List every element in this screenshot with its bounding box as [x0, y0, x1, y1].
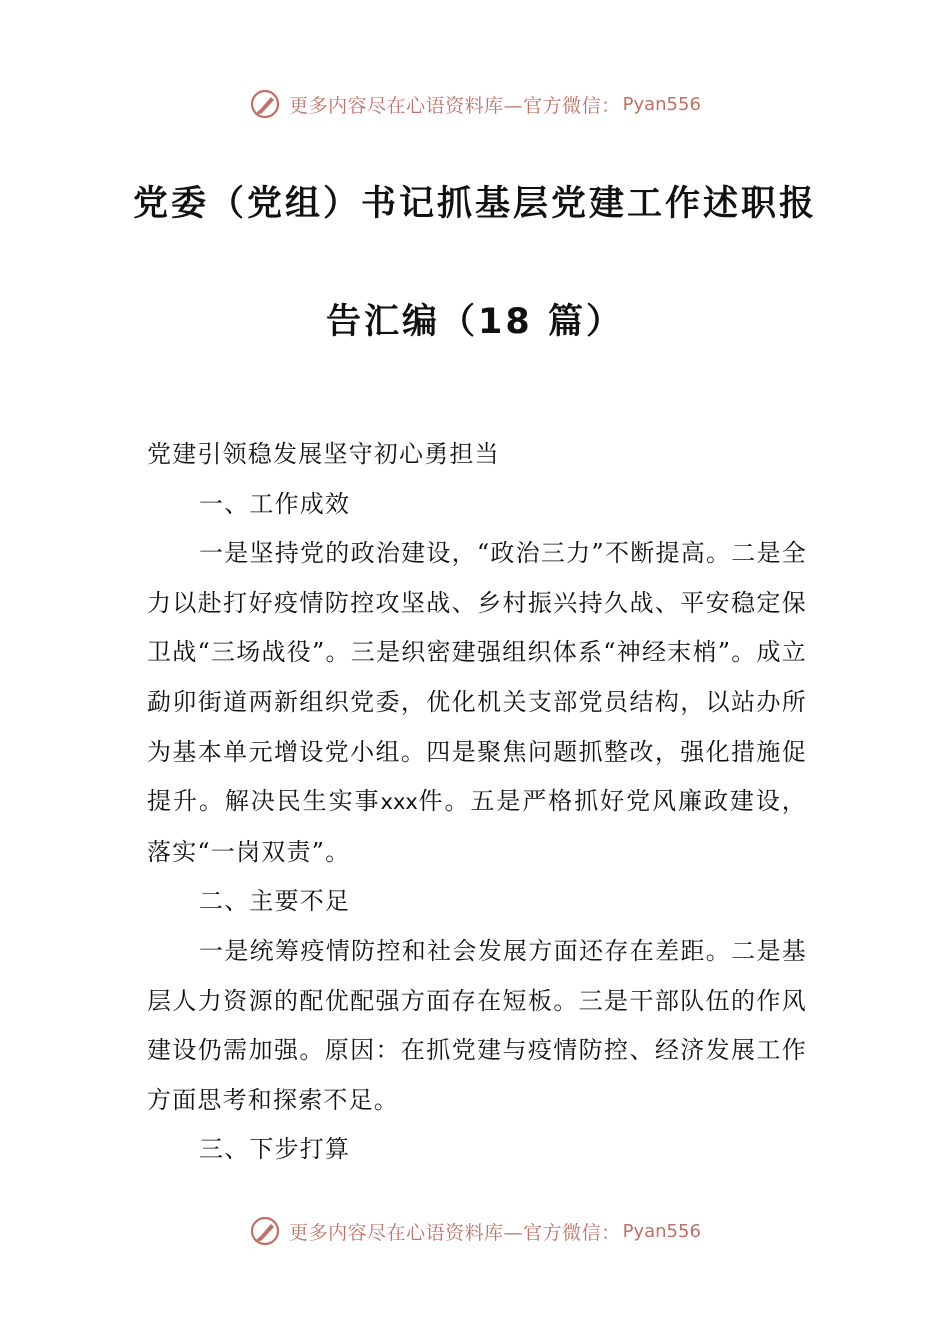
section-1-text-a: 一是坚持党的政治建设，“政治三力”不断提高。二是全力以赴打好疫情防控攻坚战、乡村振兴持久战、平安稳定保卫战“三场战役”。三是织密建强组织体系“神经末梢”。成立勐卯街道两新组织党委，优化机关支部党员结构，以站办所为基本单元增设党小组。四是聚焦问题抓整改，强化措施促提升。解决民生实事: [147, 539, 807, 816]
section-2-heading: 二、主要不足: [199, 887, 351, 916]
document-body: [147, 430, 807, 1175]
section-1-text-b: 件。五是严格抓好党风廉政建设，落实“一岗双责”。: [147, 787, 807, 866]
pen-logo-icon: [249, 1215, 281, 1247]
watermark-footer: [0, 1211, 950, 1251]
watermark-wechat-id: Pyan556: [622, 93, 701, 115]
watermark-text: 更多内容尽在心语资料库—官方微信：: [289, 1221, 621, 1244]
watermark-wechat-id: Pyan556: [622, 1220, 701, 1242]
document-title-line-1: 党委（党组）书记抓基层党建工作述职报: [132, 184, 817, 224]
document-title-line-2: 告汇编（18 篇）: [326, 302, 624, 342]
pen-logo-icon: [249, 88, 281, 120]
watermark-text: 更多内容尽在心语资料库—官方微信：: [289, 94, 621, 117]
section-1-text-xxx: xxx: [380, 790, 418, 815]
section-1-heading: 一、工作成效: [199, 489, 351, 518]
document-subtitle: 党建引领稳发展坚守初心勇担当: [147, 440, 500, 468]
section-3-heading: 三、下步打算: [199, 1135, 351, 1164]
watermark-header: [0, 84, 950, 124]
section-2-paragraph: 一是统筹疫情防控和社会发展方面还存在差距。二是基层人力资源的配优配强方面存在短板。三是干部队伍的作风建设仍需加强。原因：在抓党建与疫情防控、经济发展工作方面思考和探索不足。: [147, 936, 807, 1114]
section-1-paragraph: [147, 529, 807, 877]
